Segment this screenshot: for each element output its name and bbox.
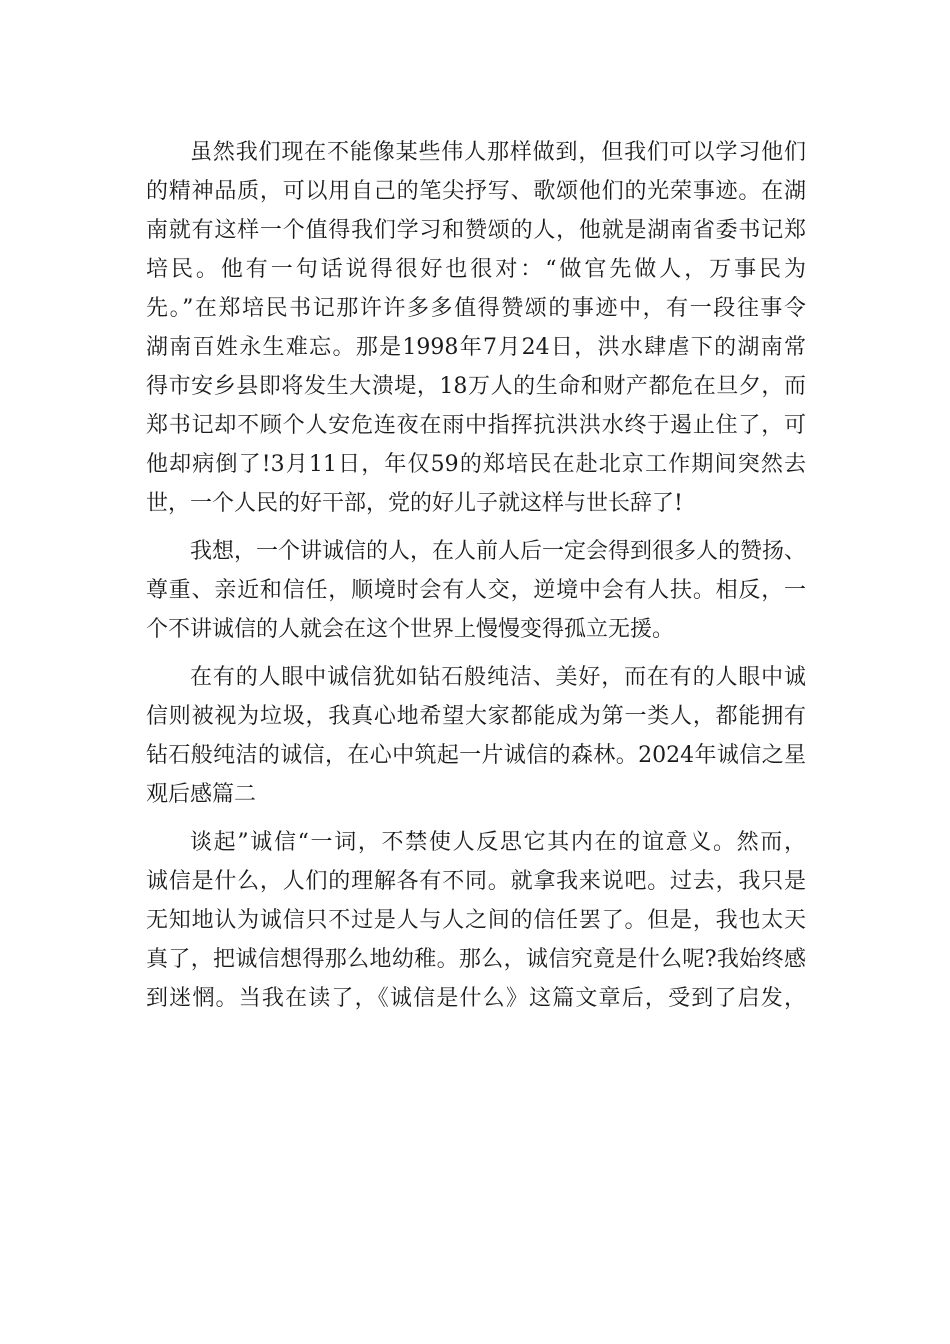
text-line: 个不讲诚信的人就会在这个世界上慢慢变得孤立无援。 [146, 617, 675, 642]
text-line: 世，一个人民的好干部，党的好儿子就这样与世长辞了! [146, 491, 683, 516]
text-line: 无知地认为诚信只不过是人与人之间的信任罢了。但是，我也太天 [146, 908, 806, 933]
text-line: 谈起”诚信“一词，不禁使人反思它其内在的谊意义。然而， [190, 830, 806, 855]
text-line: 湖南百姓永生难忘。那是1998年7月24日，洪水肆虐下的湖南常 [146, 335, 806, 360]
paragraph [146, 658, 806, 814]
paragraph [146, 133, 806, 523]
paragraph [146, 823, 806, 1018]
text-line: 他却病倒了!3月11日，年仅59的郑培民在赴北京工作期间突然去 [146, 452, 806, 477]
text-line: 钻石般纯洁的诚信，在心中筑起一片诚信的森林。2024年诚信之星 [146, 743, 806, 768]
text-line: 观后感篇二 [146, 782, 257, 807]
text-line: 郑书记却不顾个人安危连夜在雨中指挥抗洪洪水终于遏止住了，可 [146, 413, 806, 438]
text-line: 的精神品质，可以用自己的笔尖抒写、歌颂他们的光荣事迹。在湖 [146, 179, 806, 204]
paragraph [146, 532, 806, 649]
text-line: 诚信是什么，人们的理解各有不同。就拿我来说吧。过去，我只是 [146, 869, 806, 894]
text-line: 到迷惘。当我在读了，《诚信是什么》这篇文章后，受到了启发， [146, 986, 806, 1011]
text-line: 尊重、亲近和信任，顺境时会有人交，逆境中会有人扶。相反，一 [146, 578, 806, 603]
text-line: 得市安乡县即将发生大溃堤，18万人的生命和财产都危在旦夕，而 [146, 374, 806, 399]
text-line: 我想，一个讲诚信的人，在人前人后一定会得到很多人的赞扬、 [190, 539, 807, 564]
document-body [146, 133, 806, 1018]
text-line: 在有的人眼中诚信犹如钻石般纯洁、美好，而在有的人眼中诚 [190, 665, 806, 690]
text-line: 先。”在郑培民书记那许许多多值得赞颂的事迹中，有一段往事令 [146, 296, 806, 321]
text-line: 信则被视为垃圾，我真心地希望大家都能成为第一类人，都能拥有 [146, 704, 806, 729]
text-line: 虽然我们现在不能像某些伟人那样做到，但我们可以学习他们 [190, 140, 806, 165]
text-line: 真了，把诚信想得那么地幼稚。那么，诚信究竟是什么呢?我始终感 [146, 947, 806, 972]
text-line: 南就有这样一个值得我们学习和赞颂的人，他就是湖南省委书记郑 [146, 218, 806, 243]
text-line: 培民。他有一句话说得很好也很对：“做官先做人，万事民为 [146, 257, 806, 282]
